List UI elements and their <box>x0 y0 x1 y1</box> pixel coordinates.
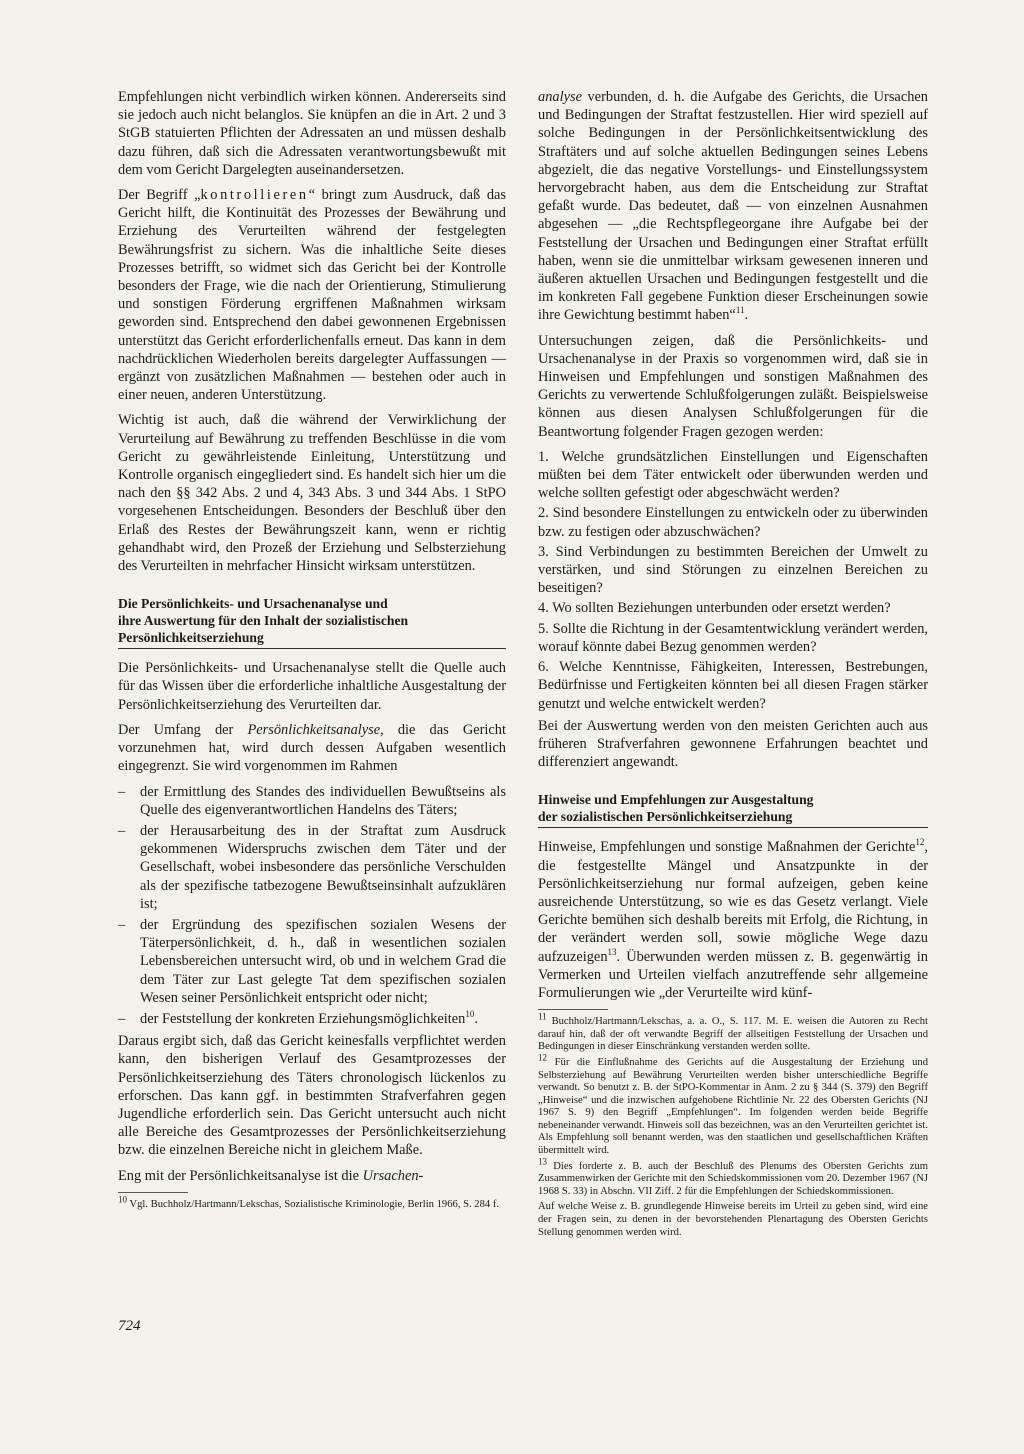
text-run: , die das Gericht vorzunehmen hat, wird durch dessen Aufgaben wesentlich eingegrenzt. Sie wird vorgenommen im Rahmen <box>118 721 506 775</box>
list-item: 3. Sind Verbindungen zu bestimmten Bereichen der Umwelt zu verstärken, und sind Störungen zu einzelnen Bereichen zu beseitigen? <box>538 543 928 597</box>
text-run: verbunden, d. h. die Aufgabe des Gerichts, die Ursachen und Bedingungen der Straftat festzustellen. Hier wird speziell auf solche Bedingungen in der Persönlichkeitsentwicklung des Straftäters und auf solche aktuellen Bedingungen seines Lebens abgezielt, die das negative Vorstellungs- und Einstellungssystem hervorgebracht haben, aus dem die Entscheidung zur Straftat gefaßt wurde. Das bedeutet, daß — von einzelnen Ausnahmen abgesehen — „die Rechtspflegeorgane ihre Aufgabe bei der Feststellung der Ursachen und Bedingungen einer Straftat erfüllt haben, wenn sie die unmittelbar wirksam gewesenen inneren und äußeren aktuellen Ursachen und Bedingungen festgestellt und die im konkreten Fall gegebene Funktion dieser Erscheinungen sowie ihre Gewichtung bestimmt haben“ <box>538 89 928 324</box>
right-column <box>538 88 928 1242</box>
paragraph: Empfehlungen nicht verbindlich wirken können. Andererseits sind sie jedoch auch nicht belanglos. Sie knüpfen an die in Art. 2 und 3 StGB statuierten Pflichten der Adressaten an und müssen deshalb dazu führen, daß sich die Adressaten verantwortungsbewußt mit dem vom Gericht Dargelegten auseinandersetzen. <box>118 89 506 178</box>
footnote <box>118 1194 506 1212</box>
footnote <box>538 1156 928 1199</box>
heading-line: ihre Auswertung für den Inhalt der sozialistischen <box>118 613 409 629</box>
footnote-ref: 10 <box>465 1009 475 1020</box>
footnote-text: Dies forderte z. B. auch der Beschluß des Plenums des Obersten Gerichts zum Zusammenwirken der Gerichte mit den Schiedskommissionen vom 20. Dezember 1967 (NJ 1968 S. 33) in Abschn. VII Ziff. 2 für die Empfehlungen der Schiedskommissionen. <box>538 1160 928 1197</box>
footnote-ref: 12 <box>915 837 925 848</box>
footnote-number: 11 <box>538 1011 547 1022</box>
footnote <box>538 1052 928 1158</box>
footnote-rule <box>118 1192 188 1193</box>
heading-line: der sozialistischen Persönlichkeitserziehung <box>538 809 793 825</box>
text-run: Der Umfang der <box>118 721 248 738</box>
list-item: – der Herausarbeitung des in der Straftat zum Ausdruck gekommenen Widerspruchs zwischen dem Täter und der Gesellschaft, wobei insbesondere das persönliche Verschulden als der spezifische tatbezogene Bewußtseinsinhalt aufzuklären ist; <box>118 822 506 913</box>
text-run: , die festgestellte Mängel und Ansatzpunkte in der Persönlichkeitserziehung nur formal aufzeigen, geben keine ausreichende Unterstützung, so wie es das Gesetz verlangt. Viele Gerichte bemühen sich deshalb bereits mit Erfolg, die Richtung, in der verändert werden soll, sowie mögliche Wege dazu aufzuzeigen <box>538 839 928 965</box>
paragraph: Die Persönlichkeits- und Ursachenanalyse stellt die Quelle auch für das Wissen über die erforderliche inhaltliche Ausgestaltung der Persönlichkeitserziehung des Verurteilten dar. <box>118 660 506 713</box>
footnote-rule <box>538 1009 608 1010</box>
emphasis: analyse <box>538 89 582 105</box>
paragraph: Untersuchungen zeigen, daß die Persönlichkeits- und Ursachenanalyse in der Praxis so vorgenommen wird, daß sie in Hinweisen und Empfehlungen und sonstigen Maßnahmen des Gerichts zu verwertende Schlußfolgerungen zuläßt. Beispielsweise können aus diesen Analysen Schlußfolgerungen für die Beantwortung folgender Fragen gezogen werden: <box>538 332 928 440</box>
text-run: der Feststellung der konkreten Erziehungsmöglichkeiten <box>140 1010 466 1027</box>
dash-list <box>118 783 506 1029</box>
text-run: Hinweise, Empfehlungen und sonstige Maßnahmen der Gerichte <box>538 839 916 856</box>
list-item: 1. Welche grundsätzlichen Einstellungen und Eigenschaften müßten bei dem Täter entwickelt oder überwunden werden und welche sollten gefestigt oder abgeschwächt werden? <box>538 448 928 502</box>
list-item: – der Ergründung des spezifischen sozialen Wesens der Täterpersönlichkeit, d. h., daß in wesentlichen sozialen Lebensbereichen untersucht wird, ob und in welchem Grad die dem Täter zur Last gelegte Tat dem spezifischen sozialen Wesen seiner Persönlichkeit entspricht oder nicht; <box>118 916 506 1007</box>
footnote-text: Buchholz/Hartmann/Lekschas, a. a. O., S. 117. M. E. weisen die Autoren zu Recht darauf hin, daß der oft verwandte Begriff der allseitigen Feststellung der Ursachen und Bedingungen in dieser Einschränkung verstanden werden sollte. <box>538 1016 928 1053</box>
section-heading <box>118 595 506 649</box>
footnote-ref: 11 <box>735 305 745 316</box>
text-run: . <box>474 1010 478 1027</box>
list-item: 2. Sind besondere Einstellungen zu entwickeln oder zu überwinden bzw. zu festigen oder abzuschwächen? <box>538 505 928 540</box>
left-column <box>118 88 506 1214</box>
list-item: 6. Welche Kenntnisse, Fähigkeiten, Interessen, Bestrebungen, Bedürfnisse und Fertigkeiten könnten bei all diesen Fragen stärker genutzt und welche entwickelt werden? <box>538 659 928 712</box>
footnote-text: Vgl. Buchholz/Hartmann/Lekschas, Sozialistische Kriminologie, Berlin 1966, S. 284 f. <box>127 1198 500 1210</box>
list-item: – der Ermittlung des Standes des individuellen Bewußtseins als Quelle des eigenverantwortlichen Handelns des Täters; <box>118 783 506 819</box>
footnote <box>538 1201 928 1239</box>
paragraph <box>538 88 928 325</box>
emphasis: Ursachen- <box>362 1167 424 1184</box>
text-run: Eng mit der Persönlichkeitsanalyse ist die <box>118 1167 363 1184</box>
paragraph: Wichtig ist auch, daß die während der Verwirklichung der Verurteilung auf Bewährung zu treffenden Beschlüsse in die vom Gericht zu gewährleistende Einleitung, Unterstützung und Kontrolle organisch eingegliedert sind. Es handelt sich hier um die nach den §§ 342 Abs. 2 und 4, 343 Abs. 3 und 344 Abs. 1 StPO vorgesehenen Entscheidungen. Besonders der Beschluß über den Erlaß des Restes der Bewährungszeit kann, wenn er richtig gehandhabt wird, den Prozeß der Erziehung und Selbsterziehung des Verurteilten in mehrfacher Hinsicht wirksam unterstützen. <box>118 412 506 575</box>
paragraph: Daraus ergibt sich, daß das Gericht keinesfalls verpflichtet werden kann, den bisherigen Verlauf des Gesamtprozesses der Persönlichkeitserziehung des Täters chronologisch lückenlos zu erforschen. Das kann ggf. in bestimmten Strafverfahren gegen Jugendliche erforderlich sein. Das Gericht untersucht auch nicht alle Bereiche des Gesamtprozesses der Persönlichkeitserziehung bzw. die einzelnen Bereiche nicht in gleichem Maße. <box>118 1033 506 1159</box>
paragraph <box>538 838 928 1002</box>
footnote-number: 12 <box>538 1052 547 1063</box>
paragraph <box>118 1167 506 1185</box>
text-run: “ bringt zum Ausdruck, daß das Gericht hilft, die Kontinuität des Prozesses der Bewährung und Erziehung des Verurteilten während der festgelegten Bewährungsfrist zu sichern. Was die inhaltliche Seite dieses Prozesses betrifft, so widmet sich das Gericht bei der Kontrolle besonders der Frage, wie die nach der Orientierung, Stimulierung und sonstigen Förderung ergriffenen Maßnahmen wirksam geworden sind. Entsprechend den dabei gewonnenen Ergebnissen unterstützt das Gericht erforderlichenfalls erneut. Das kann in dem nachdrücklichen Wiederholen bereits dargelegter Auffassungen — ergänzt von zusätzlichen Maßnahmen — bestehen oder auch in einer neuen, anderen Unterstützung. <box>118 187 506 404</box>
page-number: 724 <box>118 1318 141 1334</box>
spaced-term: kontrollieren <box>200 187 309 204</box>
heading-line: Hinweise und Empfehlungen zur Ausgestaltung <box>538 792 814 808</box>
emphasis: Persönlichkeitsanalyse <box>247 721 381 738</box>
paragraph <box>118 721 506 776</box>
text-run: . <box>744 307 749 324</box>
paragraph: Bei der Auswertung werden von den meisten Gerichten auch aus früheren Strafverfahren gewonnene Erfahrungen beachtet und differenziert angewandt. <box>538 717 928 771</box>
heading-line: Persönlichkeitserziehung <box>118 630 264 646</box>
question-list <box>538 448 928 713</box>
list-item <box>118 1010 506 1028</box>
footnote-text: Für die Einflußnahme des Gerichts auf die Ausgestaltung der Erziehung und Selbsterziehung auf Bewährung Verurteilten werden bisher unterschiedliche Begriffe verwandt. So benutzt z. B. der StPO-Kommentar in Anm. 2 zu § 344 (S. 379) den Begriff „Hinweise“ und die inzwischen aufgehobene Richtlinie Nr. 22 des Obersten Gerichts (NJ 1967 S. 9) den Begriff „Empfehlungen“. Im folgenden werden beide Begriffe nebeneinander verwandt. Hinweis soll das bezeichnen, was an den Verurteilten gerichtet ist. Als Empfehlung soll benannt werden, was den staatlichen und gesellschaftlichen Kräften übermittelt wird. <box>538 1056 928 1157</box>
section-heading <box>538 791 928 828</box>
footnote-number: 13 <box>538 1156 547 1167</box>
heading-line: Die Persönlichkeits- und Ursachenanalyse und <box>118 596 388 612</box>
text-run: Der Begriff „ <box>118 187 201 204</box>
list-item: 5. Sollte die Richtung in der Gesamtentwicklung verändert werden, worauf könnte dabei Bezug genommen werden? <box>538 620 928 655</box>
footnote-ref: 13 <box>607 946 617 957</box>
footnote <box>538 1011 928 1054</box>
paragraph <box>118 186 506 404</box>
list-item: 4. Wo sollten Beziehungen unterbunden oder ersetzt werden? <box>538 600 891 617</box>
text-run: . Überwunden werden müssen z. B. gegenwärtig in Vermerken und Urteilen vielfach anzutreffende sehr allgemeine Formulierungen wie „der Verurteilte wird künf- <box>538 948 928 1001</box>
footnote-text: Auf welche Weise z. B. grundlegende Hinweise bereits im Urteil zu geben sind, wird eine der Fragen sein, zu denen in der bevorstehenden Plenartagung des Obersten Gerichts Stellung genommen werden wird. <box>538 1201 928 1238</box>
footnote-number: 10 <box>118 1194 127 1205</box>
